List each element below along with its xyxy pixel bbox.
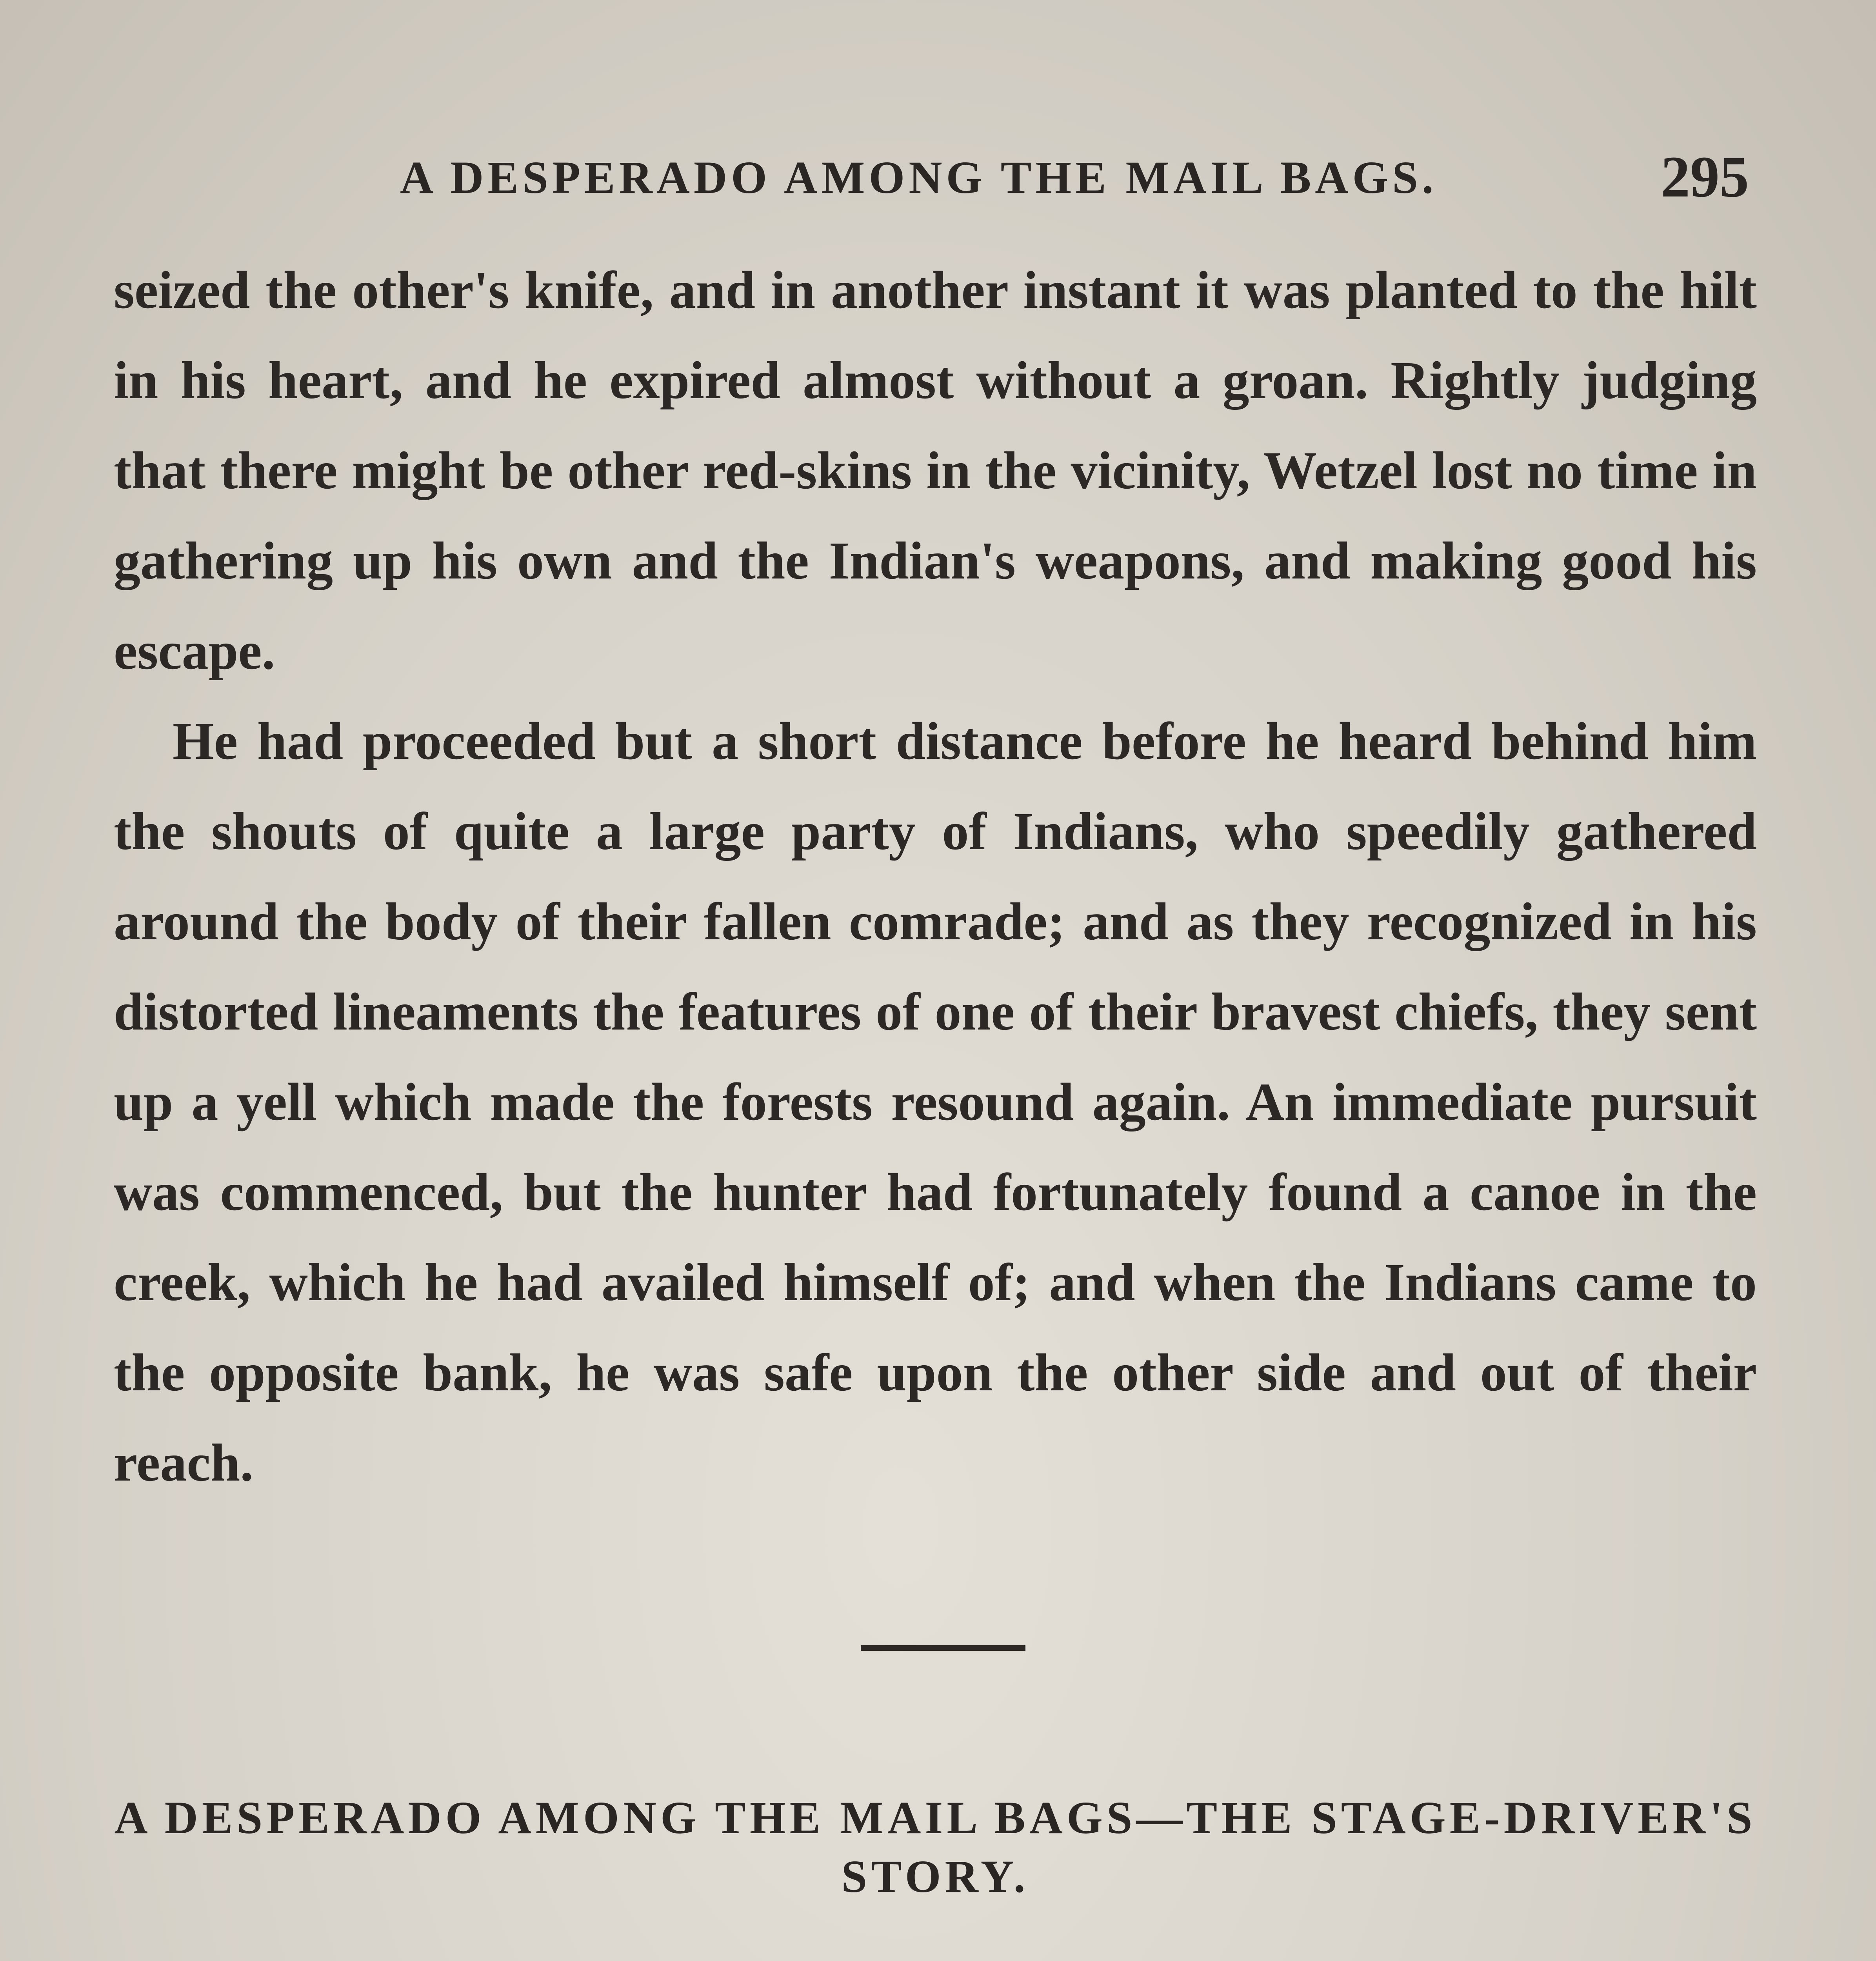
paragraph: He had proceeded but a short distance before he heard behind him the shouts of quite a large party of Indians, who speedily gathered around the body of their fallen comrade; and as they recognized in his distorted lineaments the features of one of their bravest chiefs, they sent up a yell which made the forests resound again. An immediate pursuit was commenced, but the hunter had fortunately found a canoe in the creek, which he had availed himself of; and when the Indians came to the opposite bank, he was safe upon the other side and out of their reach. — [114, 712, 1757, 1492]
running-head: A DESPERADO AMONG THE MAIL BAGS. — [400, 152, 1438, 203]
paragraph: seized the other's knife, and in another instant it was planted to the hilt in his heart, and he expired almost without a groan. Rightly judging that there might be other red-skins in the vicinity, Wetzel lost no time in gathering up his own and the Indian's weapons, and making good his escape. — [114, 261, 1757, 680]
page-number: 295 — [1661, 144, 1749, 209]
page-header — [114, 135, 1757, 214]
section-title: A DESPERADO AMONG THE MAIL BAGS—THE STAGE-DRIVER'S STORY. — [114, 1792, 1756, 1902]
section-divider — [861, 1645, 1025, 1651]
continued-text — [114, 245, 1757, 1508]
section-body — [114, 1947, 1757, 1961]
paragraph — [114, 1947, 1757, 1961]
